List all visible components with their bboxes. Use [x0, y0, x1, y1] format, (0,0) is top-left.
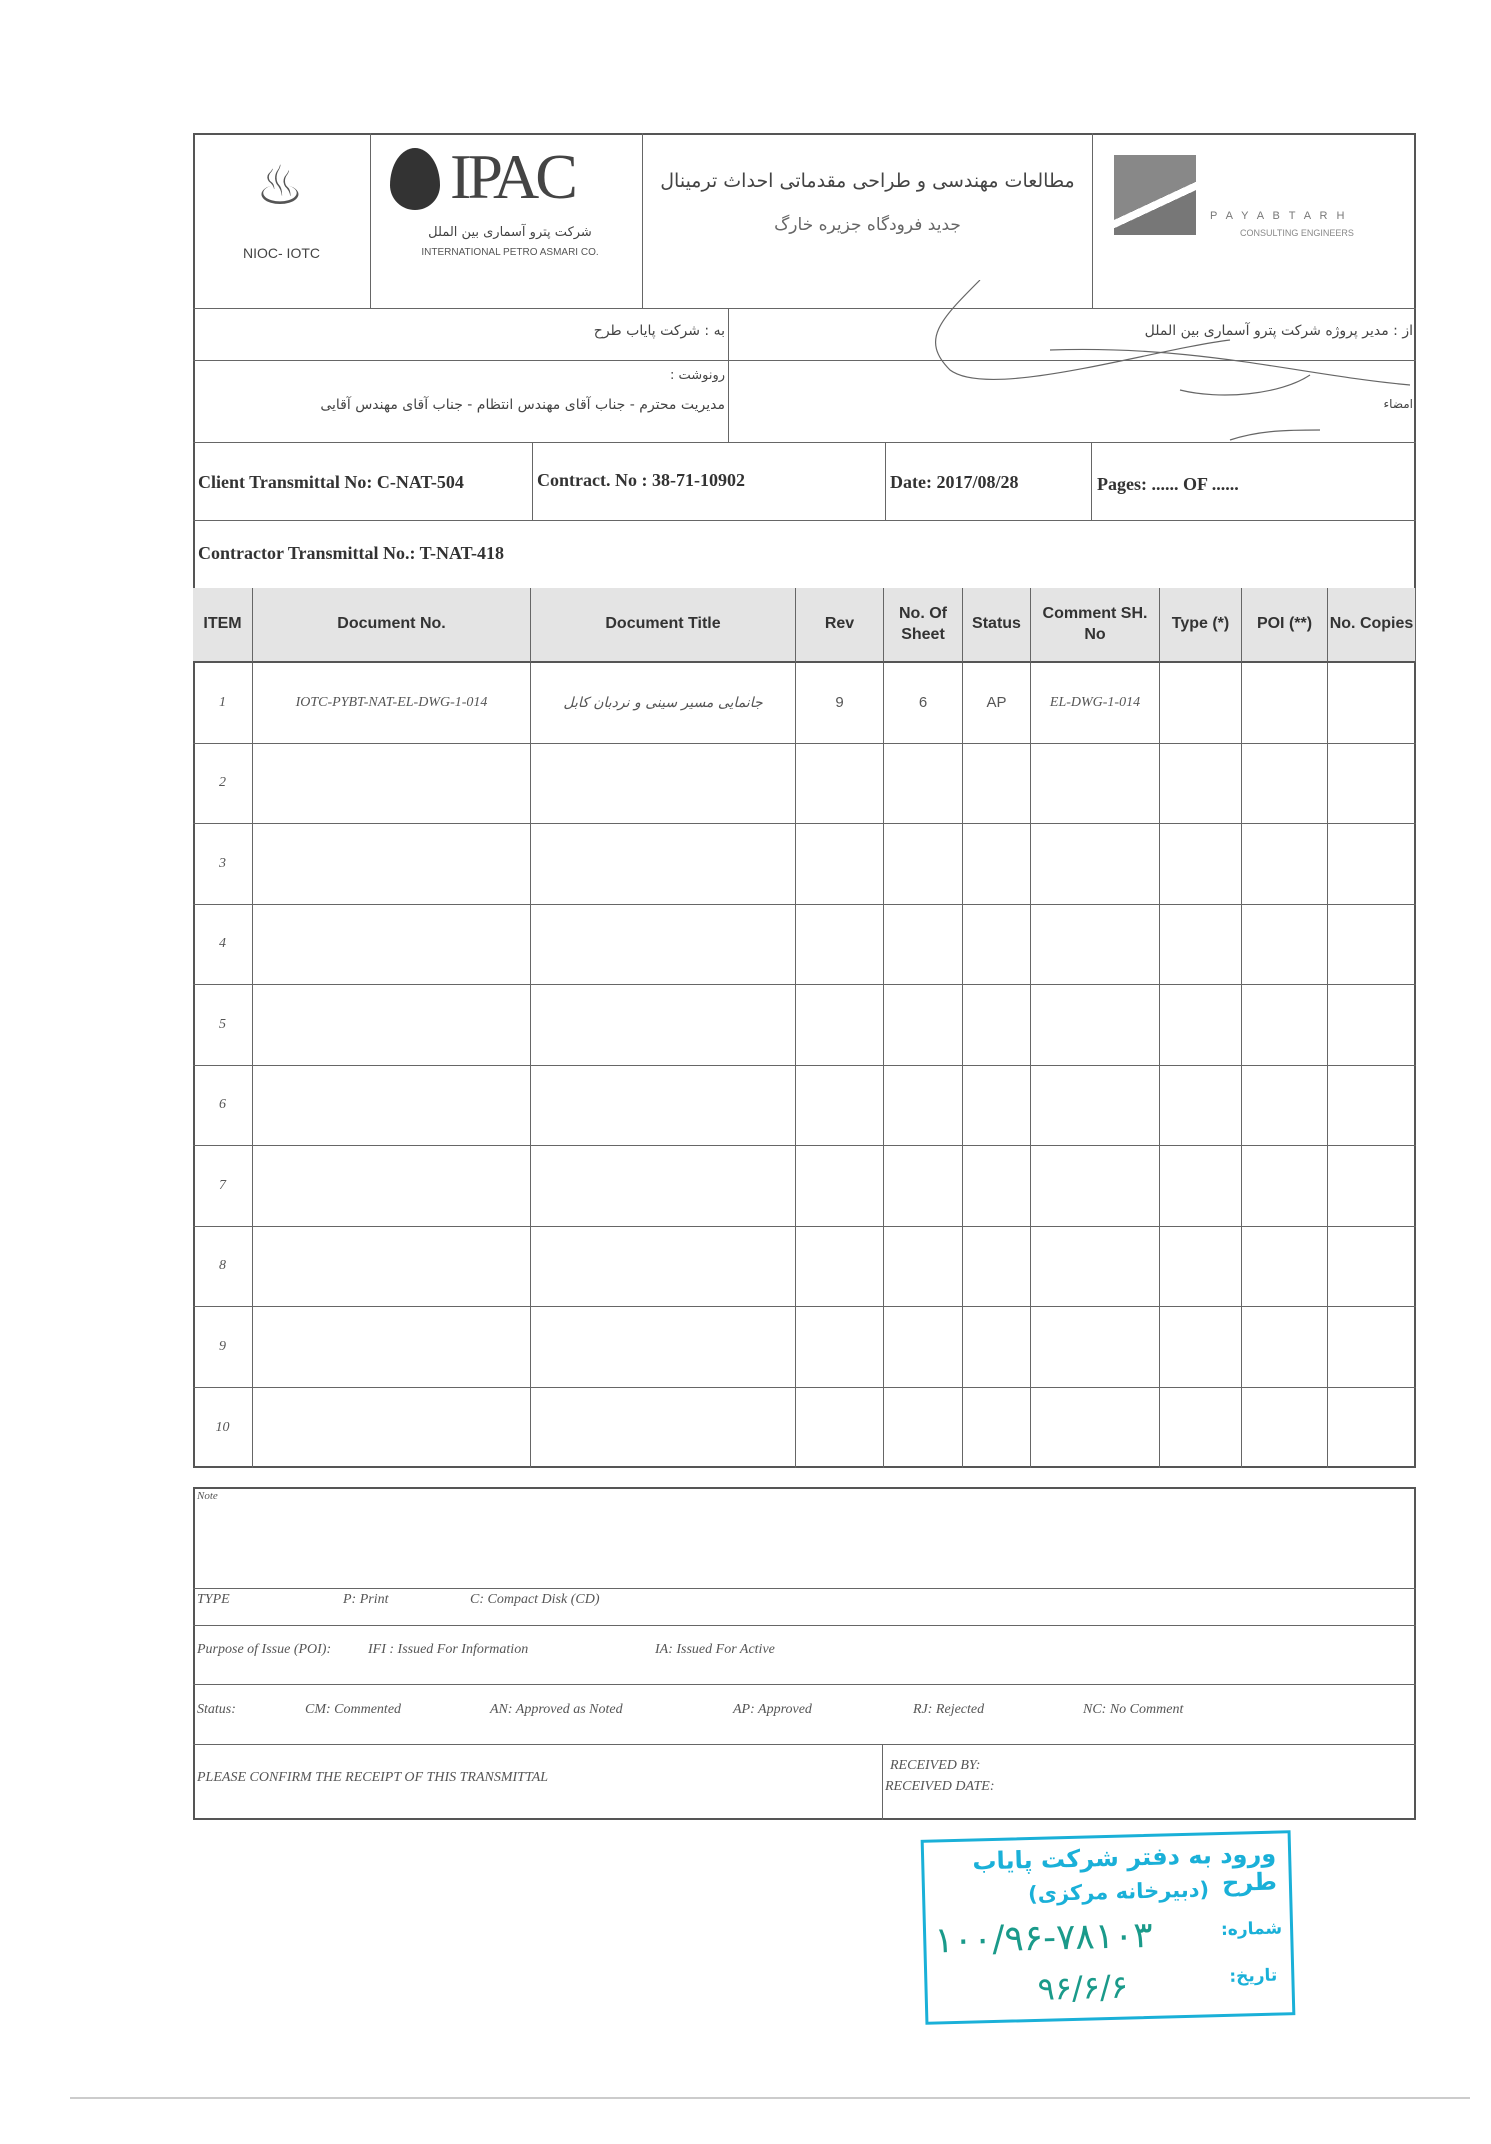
note-label: Note [197, 1490, 218, 1502]
type-label: TYPE [197, 1592, 230, 1607]
cell-rev [796, 1146, 884, 1227]
cell-item: 10 [193, 1388, 253, 1469]
cell-copies [1328, 1146, 1416, 1227]
document-table [193, 588, 1416, 1468]
cell-status [963, 1227, 1031, 1308]
ipac-logo: IPAC [450, 141, 574, 212]
cell-comment [1031, 1066, 1160, 1147]
cell-rev: 9 [796, 663, 884, 744]
cell-type [1160, 1066, 1242, 1147]
cell-sheets [884, 1146, 963, 1227]
client-transmittal-no: Client Transmittal No: C-NAT-504 [198, 472, 464, 492]
cell-title [531, 824, 796, 905]
ipac-name-fa: شرکت پترو آسماری بین الملل [428, 225, 592, 240]
table-row [193, 985, 1416, 1066]
cell-item: 7 [193, 1146, 253, 1227]
cell-copies [1328, 663, 1416, 744]
cell-item: 2 [193, 744, 253, 825]
table-row [193, 663, 1416, 744]
table-row [193, 1388, 1416, 1469]
cell-doc_no [253, 905, 531, 986]
cell-status [963, 1066, 1031, 1147]
column-header: Document Title [531, 588, 796, 663]
column-header: ITEM [193, 588, 253, 663]
cell-sheets [884, 824, 963, 905]
received-by-label: RECEIVED BY: [890, 1758, 981, 1773]
cell-rev [796, 1227, 884, 1308]
payab-subtitle: CONSULTING ENGINEERS [1240, 228, 1354, 238]
type-print: P: Print [343, 1592, 389, 1607]
cell-title [531, 1066, 796, 1147]
cell-title [531, 1146, 796, 1227]
cell-comment [1031, 744, 1160, 825]
cell-title [531, 744, 796, 825]
cell-title [531, 1227, 796, 1308]
cell-doc_no [253, 824, 531, 905]
table-row [193, 1066, 1416, 1147]
table-row [193, 905, 1416, 986]
signature-label: امضاء [1383, 397, 1413, 411]
cell-sheets [884, 985, 963, 1066]
contract-no: Contract. No : 38-71-10902 [537, 470, 745, 490]
cell-type [1160, 985, 1242, 1066]
nioc-label: NIOC- IOTC [243, 245, 320, 261]
cell-doc_no [253, 1146, 531, 1227]
cell-title [531, 1388, 796, 1469]
cell-type [1160, 905, 1242, 986]
cell-type [1160, 744, 1242, 825]
cell-rev [796, 905, 884, 986]
stamp-company: ورود به دفتر شرکت پایاب طرح [972, 1839, 1278, 1897]
stamp-date-label: تاریخ: [1229, 1965, 1278, 1987]
cell-item: 6 [193, 1066, 253, 1147]
confirm-receipt-text: PLEASE CONFIRM THE RECEIPT OF THIS TRANSMITTAL [197, 1770, 549, 1785]
payab-logo-icon [1114, 155, 1196, 235]
cell-type [1160, 663, 1242, 744]
cc-label: رونوشت : [669, 368, 725, 383]
cell-poi [1242, 1388, 1328, 1469]
cell-copies [1328, 744, 1416, 825]
received-date-label: RECEIVED DATE: [885, 1779, 995, 1794]
cell-copies [1328, 1227, 1416, 1308]
cell-poi [1242, 1307, 1328, 1388]
cc-recipients: مدیریت محترم - جناب آقای مهندس انتظام - جناب آقای مهندس آقایی [320, 397, 725, 413]
cell-type [1160, 824, 1242, 905]
column-header: Rev [796, 588, 884, 663]
cell-rev [796, 1307, 884, 1388]
cell-doc_no: IOTC-PYBT-NAT-EL-DWG-1-014 [253, 663, 531, 744]
type-cd: C: Compact Disk (CD) [470, 1592, 600, 1607]
cell-title [531, 905, 796, 986]
poi-ia: IA: Issued For Active [655, 1642, 775, 1657]
poi-label: Purpose of Issue (POI): [197, 1642, 332, 1657]
cell-comment [1031, 1388, 1160, 1469]
cell-copies [1328, 1066, 1416, 1147]
cell-status [963, 1146, 1031, 1227]
scan-edge [70, 2097, 1470, 2099]
cell-comment [1031, 824, 1160, 905]
cell-status [963, 985, 1031, 1066]
cell-copies [1328, 824, 1416, 905]
cell-poi [1242, 663, 1328, 744]
cell-doc_no [253, 1388, 531, 1469]
cell-rev [796, 1388, 884, 1469]
from-field: از : مدیر پروژه شرکت پترو آسماری بین الملل [1144, 323, 1413, 339]
cell-status [963, 1388, 1031, 1469]
cell-rev [796, 744, 884, 825]
contractor-transmittal-no: Contractor Transmittal No.: T-NAT-418 [198, 543, 504, 563]
stamp-date: ۹۶/۶/۶ [1037, 1967, 1129, 2008]
column-header: No. Copies [1328, 588, 1416, 663]
cell-doc_no [253, 744, 531, 825]
cell-item: 9 [193, 1307, 253, 1388]
stamp-number: ۱۰۰/۹۶-۷۸۱۰۳ [933, 1914, 1154, 1962]
cell-comment [1031, 1227, 1160, 1308]
cell-poi [1242, 1146, 1328, 1227]
cell-item: 5 [193, 985, 253, 1066]
column-header: Type (*) [1160, 588, 1242, 663]
table-row [193, 744, 1416, 825]
cell-comment [1031, 1146, 1160, 1227]
table-row [193, 1227, 1416, 1308]
cell-comment [1031, 1307, 1160, 1388]
cell-item: 8 [193, 1227, 253, 1308]
column-header: Document No. [253, 588, 531, 663]
cell-poi [1242, 985, 1328, 1066]
cell-status [963, 824, 1031, 905]
cell-rev [796, 824, 884, 905]
table-row [193, 1146, 1416, 1227]
cell-status: AP [963, 663, 1031, 744]
cell-status [963, 744, 1031, 825]
project-title: مطالعات مهندسی و طراحی مقدماتی احداث ترمینال [660, 170, 1075, 192]
cell-status [963, 905, 1031, 986]
cell-sheets [884, 1307, 963, 1388]
table-row [193, 1307, 1416, 1388]
cell-type [1160, 1388, 1242, 1469]
cell-item: 1 [193, 663, 253, 744]
cell-sheets [884, 905, 963, 986]
cell-rev [796, 1066, 884, 1147]
cell-sheets [884, 744, 963, 825]
status-an: AN: Approved as Noted [490, 1702, 623, 1717]
to-field: به : شرکت پایاب طرح [593, 323, 725, 339]
cell-copies [1328, 985, 1416, 1066]
cell-copies [1328, 1307, 1416, 1388]
cell-status [963, 1307, 1031, 1388]
cell-poi [1242, 744, 1328, 825]
column-header: No. Of Sheet [884, 588, 963, 663]
cell-item: 3 [193, 824, 253, 905]
status-rj: RJ: Rejected [913, 1702, 985, 1717]
column-header: Status [963, 588, 1031, 663]
status-ap: AP: Approved [733, 1702, 812, 1717]
date-field: Date: 2017/08/28 [890, 472, 1019, 492]
nioc-logo-icon: ♨ [255, 155, 305, 216]
cell-comment [1031, 905, 1160, 986]
poi-ifi: IFI : Issued For Information [368, 1642, 529, 1657]
cell-sheets [884, 1227, 963, 1308]
cell-doc_no [253, 1307, 531, 1388]
cell-type [1160, 1146, 1242, 1227]
cell-type [1160, 1227, 1242, 1308]
cell-poi [1242, 824, 1328, 905]
stamp-number-label: شماره: [1220, 1918, 1283, 1941]
cell-doc_no [253, 985, 531, 1066]
table-row [193, 824, 1416, 905]
cell-comment: EL-DWG-1-014 [1031, 663, 1160, 744]
pages-field: Pages: ...... OF ...... [1097, 474, 1239, 494]
cell-doc_no [253, 1227, 531, 1308]
cell-sheets: 6 [884, 663, 963, 744]
column-header: Comment SH. No [1031, 588, 1160, 663]
receipt-stamp [921, 1830, 1296, 2025]
status-cm: CM: Commented [305, 1702, 402, 1717]
cell-title [531, 1307, 796, 1388]
payab-name: P A Y A B T A R H [1210, 210, 1348, 222]
cell-poi [1242, 1227, 1328, 1308]
status-nc: NC: No Comment [1083, 1702, 1184, 1717]
cell-poi [1242, 1066, 1328, 1147]
cell-sheets [884, 1388, 963, 1469]
cell-copies [1328, 1388, 1416, 1469]
stamp-department: (دبیرخانه مرکزی) [1027, 1877, 1210, 1907]
cell-rev [796, 985, 884, 1066]
project-subtitle: جدید فرودگاه جزیره خارگ [774, 215, 961, 235]
cell-poi [1242, 905, 1328, 986]
cell-title: جانمایی مسیر سینی و نردبان کابل [531, 663, 796, 744]
cell-comment [1031, 985, 1160, 1066]
status-label: Status: [197, 1702, 236, 1717]
cell-type [1160, 1307, 1242, 1388]
cell-copies [1328, 905, 1416, 986]
ipac-name-en: INTERNATIONAL PETRO ASMARI CO. [421, 247, 599, 258]
column-header: POI (**) [1242, 588, 1328, 663]
cell-title [531, 985, 796, 1066]
cell-sheets [884, 1066, 963, 1147]
handwritten-signature [900, 280, 1420, 460]
cell-doc_no [253, 1066, 531, 1147]
cell-item: 4 [193, 905, 253, 986]
